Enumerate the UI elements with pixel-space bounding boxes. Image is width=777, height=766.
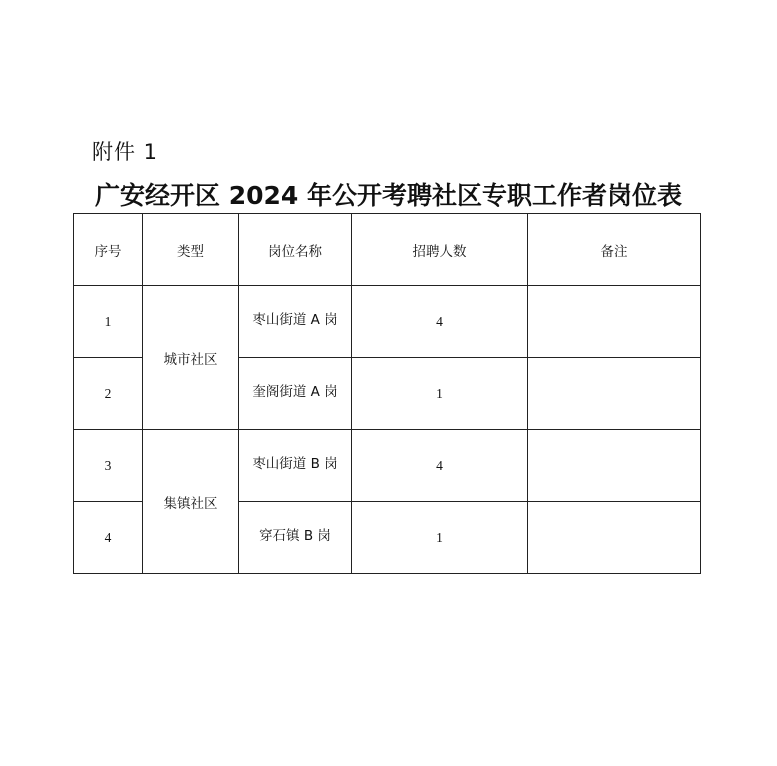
hire-count-cell: 1 xyxy=(352,358,528,430)
community-type-cell: 集镇社区 xyxy=(143,430,239,574)
hire-count-cell: 4 xyxy=(352,286,528,358)
row-number: 1 xyxy=(74,286,143,358)
column-header-post-name: 岗位名称 xyxy=(239,214,352,286)
attachment-label: 附件 1 xyxy=(92,140,159,164)
post-name-text: 枣山街道 B 岗 xyxy=(252,455,338,472)
post-name-cell xyxy=(239,502,352,574)
post-name-text: 枣山街道 A 岗 xyxy=(252,311,338,328)
hire-count-cell: 4 xyxy=(352,430,528,502)
community-type-cell: 城市社区 xyxy=(143,286,239,430)
table-header-row xyxy=(74,214,701,286)
row-number: 2 xyxy=(74,358,143,430)
document-title: 广安经开区 2024 年公开考聘社区专职工作者岗位表 xyxy=(95,181,682,210)
remarks-cell xyxy=(528,286,701,358)
column-header-number: 序号 xyxy=(74,214,143,286)
row-number: 4 xyxy=(74,502,143,574)
remarks-cell xyxy=(528,502,701,574)
post-name-text: 穿石镇 B 岗 xyxy=(259,527,331,544)
positions-table xyxy=(73,213,701,574)
row-number: 3 xyxy=(74,430,143,502)
post-name-cell xyxy=(239,286,352,358)
post-name-cell xyxy=(239,358,352,430)
table-row xyxy=(74,286,701,358)
hire-count-cell: 1 xyxy=(352,502,528,574)
post-name-cell xyxy=(239,430,352,502)
post-name-text: 奎阁街道 A 岗 xyxy=(252,383,338,400)
remarks-cell xyxy=(528,358,701,430)
column-header-type: 类型 xyxy=(143,214,239,286)
column-header-hire-count: 招聘人数 xyxy=(352,214,528,286)
remarks-cell xyxy=(528,430,701,502)
column-header-remarks: 备注 xyxy=(528,214,701,286)
table-row xyxy=(74,430,701,502)
